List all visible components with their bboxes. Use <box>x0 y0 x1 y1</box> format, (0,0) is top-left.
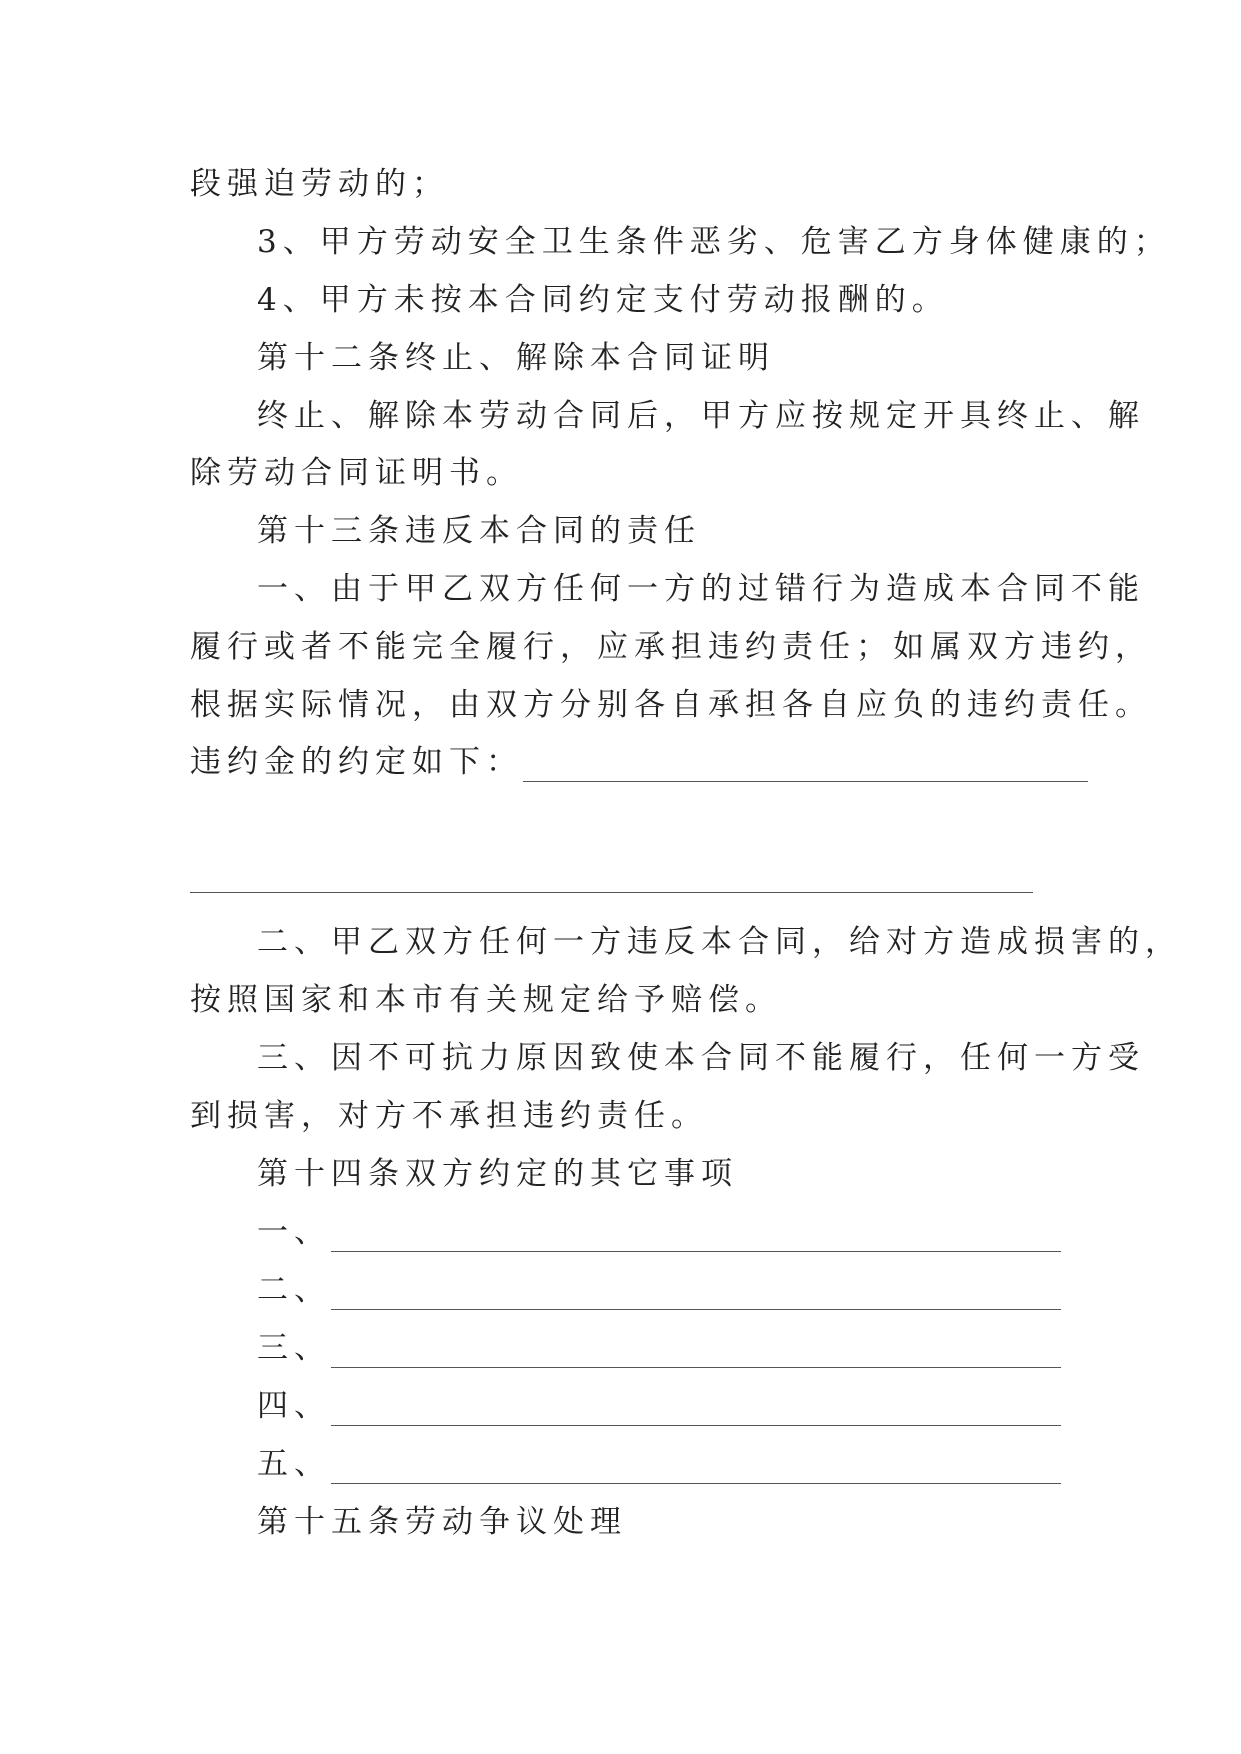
item-blank[interactable] <box>331 1453 1061 1484</box>
text-line: 3、甲方劳动安全卫生条件恶劣、危害乙方身体健康的； <box>257 224 1171 260</box>
other-item-4 <box>257 1386 1157 1426</box>
text-line: 终止、解除本劳动合同后，甲方应按规定开具终止、解 <box>257 398 1145 434</box>
item-number: 二、 <box>257 1272 331 1308</box>
item-blank[interactable] <box>331 1337 1061 1368</box>
text-line: 按照国家和本市有关规定给予赔偿。 <box>190 982 782 1018</box>
other-item-5 <box>257 1444 1157 1484</box>
text-line: 三、因不可抗力原因致使本合同不能履行，任何一方受 <box>257 1040 1145 1076</box>
item-number: 一、 <box>257 1214 331 1250</box>
blank-rule[interactable] <box>190 892 1033 893</box>
text-line: 二、甲乙双方任何一方违反本合同，给对方造成损害的， <box>257 924 1182 960</box>
item-blank[interactable] <box>331 1279 1061 1310</box>
section-heading-13: 第十三条违反本合同的责任 <box>257 513 701 549</box>
text-line: 一、由于甲乙双方任何一方的过错行为造成本合同不能 <box>257 571 1145 607</box>
text-line: 4、甲方未按本合同约定支付劳动报酬的。 <box>257 282 949 318</box>
text-line: 除劳动合同证明书。 <box>190 455 523 491</box>
section-heading-12: 第十二条终止、解除本合同证明 <box>257 340 775 376</box>
penalty-line <box>190 742 1090 782</box>
penalty-label: 违约金的约定如下： <box>190 744 523 780</box>
text-line: 段强迫劳动的； <box>190 166 449 202</box>
item-number: 四、 <box>257 1388 331 1424</box>
item-blank[interactable] <box>331 1221 1061 1252</box>
other-item-3 <box>257 1328 1157 1368</box>
other-item-2 <box>257 1270 1157 1310</box>
text-line: 根据实际情况，由双方分别各自承担各自应负的违约责任。 <box>190 687 1152 723</box>
text-line: 履行或者不能完全履行，应承担违约责任；如属双方违约， <box>190 629 1152 665</box>
item-blank[interactable] <box>331 1395 1061 1426</box>
text-line: 到损害，对方不承担违约责任。 <box>190 1098 708 1134</box>
penalty-blank[interactable] <box>523 751 1088 782</box>
other-item-1 <box>257 1212 1157 1252</box>
item-number: 五、 <box>257 1446 331 1482</box>
section-heading-15: 第十五条劳动争议处理 <box>257 1504 627 1540</box>
item-number: 三、 <box>257 1330 331 1366</box>
section-heading-14: 第十四条双方约定的其它事项 <box>257 1156 738 1192</box>
